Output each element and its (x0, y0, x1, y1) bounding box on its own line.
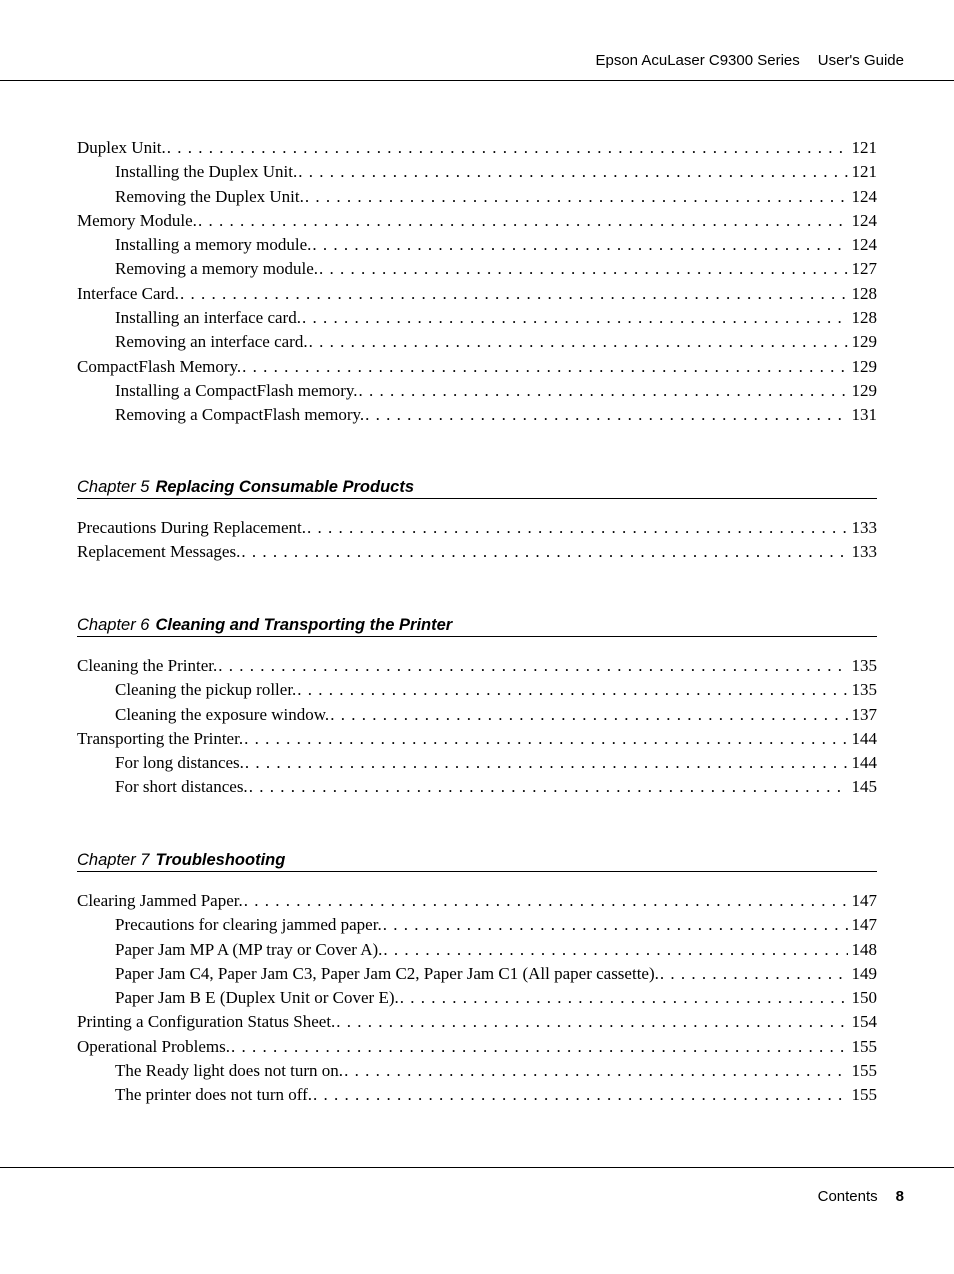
toc-entry-title: For long distances. (115, 753, 244, 773)
dot-leader (344, 1059, 847, 1083)
toc-entry-title: Transporting the Printer. (77, 728, 244, 748)
toc-entry-title: Precautions for clearing jammed paper. (115, 915, 382, 935)
toc-entry[interactable] (77, 540, 877, 564)
dot-leader (330, 703, 847, 727)
toc-entry[interactable] (77, 330, 877, 354)
dot-leader (400, 986, 848, 1010)
chapter-heading-5 (77, 476, 877, 499)
toc-entry-page: 129 (851, 380, 877, 400)
chapter-title: Cleaning and Transporting the Printer (155, 616, 453, 634)
toc-block-chapter-5 (77, 516, 877, 565)
chapter-label: Chapter 7 (77, 851, 150, 869)
dot-leader (313, 1083, 847, 1107)
toc-entry[interactable] (77, 355, 877, 379)
toc-entry[interactable] (77, 185, 877, 209)
toc-entry-title: Paper Jam MP A (MP tray or Cover A). (115, 939, 383, 959)
toc-entry[interactable] (77, 1010, 877, 1034)
toc-entry[interactable] (77, 751, 877, 775)
toc-entry-page: 147 (851, 891, 877, 910)
toc-entry-title: Operational Problems. (77, 1036, 230, 1056)
toc-entry-title: Installing an interface card. (115, 308, 301, 328)
toc-entry-title: For short distances. (115, 777, 248, 797)
toc-entry-page: 124 (851, 235, 877, 255)
dot-leader (298, 160, 847, 184)
dot-leader (218, 654, 847, 678)
toc-entry-page: 124 (851, 210, 877, 230)
toc-entry-title: Interface Card. (77, 283, 179, 303)
toc-entry-title: Memory Module. (77, 210, 197, 230)
toc-entry[interactable] (77, 775, 877, 799)
guide-name: User's Guide (817, 52, 904, 69)
dot-leader (307, 516, 848, 540)
toc-entry-page: 121 (851, 162, 877, 182)
toc-entry[interactable] (77, 727, 877, 751)
toc-entry[interactable] (77, 938, 877, 962)
dot-leader (309, 330, 848, 354)
dot-leader (312, 233, 847, 257)
toc-entry[interactable] (77, 257, 877, 281)
toc-entry-title: Removing a memory module. (115, 259, 319, 279)
toc-entry-title: Cleaning the pickup roller. (115, 680, 297, 700)
toc-entry-title: Installing a memory module. (115, 235, 312, 255)
toc-entry[interactable] (77, 136, 877, 160)
toc-entry[interactable] (77, 1083, 877, 1107)
toc-entry-title: Duplex Unit. (77, 138, 166, 157)
toc-entry[interactable] (77, 209, 877, 233)
product-name: Epson AcuLaser C9300 Series (595, 52, 800, 69)
toc-entry-page: 127 (851, 259, 877, 279)
page-number: 8 (895, 1188, 904, 1205)
toc-entry-page: 129 (851, 332, 877, 352)
toc-entry-page: 121 (851, 138, 877, 157)
toc-entry-page: 129 (851, 356, 877, 376)
toc-entry[interactable] (77, 703, 877, 727)
toc-entry-title: CompactFlash Memory. (77, 356, 242, 376)
toc-entry-page: 149 (851, 963, 877, 983)
toc-block-chapter-6 (77, 654, 877, 800)
dot-leader (167, 136, 848, 160)
toc-entry[interactable] (77, 654, 877, 678)
chapter-heading-7 (77, 849, 877, 872)
toc-entry-page: 144 (851, 753, 877, 773)
chapter-label: Chapter 6 (77, 616, 150, 634)
toc-entry-title: The printer does not turn off. (115, 1085, 313, 1105)
dot-leader (302, 306, 848, 330)
toc-entry-title: Installing the Duplex Unit. (115, 162, 298, 182)
toc-entry[interactable] (77, 678, 877, 702)
dot-leader (198, 209, 848, 233)
toc-entry-page: 144 (851, 728, 877, 748)
toc-entry[interactable] (77, 1035, 877, 1059)
toc-entry-title: Printing a Configuration Status Sheet. (77, 1012, 336, 1032)
toc-entry-page: 135 (851, 656, 877, 675)
toc-entry-title: Paper Jam C4, Paper Jam C3, Paper Jam C2, Paper Jam C1 (All paper cassette). (115, 963, 659, 983)
toc-entry-title: Cleaning the Printer. (77, 656, 218, 675)
toc-entry-title: Replacement Messages. (77, 542, 241, 562)
dot-leader (241, 540, 847, 564)
toc-entry-title: Removing a CompactFlash memory. (115, 405, 365, 425)
toc-entry-page: 154 (851, 1012, 877, 1032)
dot-leader (383, 938, 847, 962)
toc-entry-title: Precautions During Replacement. (77, 518, 306, 537)
toc-entry[interactable] (77, 379, 877, 403)
dot-leader (359, 379, 848, 403)
footer-section: Contents (817, 1188, 878, 1205)
page-footer (0, 1186, 904, 1208)
dot-leader (245, 751, 848, 775)
dot-leader (319, 257, 847, 281)
toc-entry-title: Removing the Duplex Unit. (115, 186, 304, 206)
dot-leader (244, 889, 848, 913)
toc-entry-page: 155 (851, 1061, 877, 1081)
toc-entry-page: 133 (851, 542, 877, 562)
toc-entry-title: Removing an interface card. (115, 332, 308, 352)
toc-entry[interactable] (77, 403, 877, 427)
chapter-title: Troubleshooting (155, 851, 286, 869)
toc-entry-title: Installing a CompactFlash memory. (115, 380, 358, 400)
toc-entry-page: 147 (851, 915, 877, 935)
dot-leader (244, 727, 847, 751)
dot-leader (305, 185, 848, 209)
toc-block-chapter-4-continued (77, 136, 877, 428)
toc-entry[interactable] (77, 160, 877, 184)
toc-entry[interactable] (77, 1059, 877, 1083)
toc-entry-page: 145 (851, 777, 877, 797)
dot-leader (383, 913, 848, 937)
toc-block-chapter-7 (77, 889, 877, 1108)
dot-leader (297, 678, 847, 702)
toc-entry-title: Paper Jam B E (Duplex Unit or Cover E). (115, 988, 399, 1008)
toc-entry[interactable] (77, 516, 877, 540)
dot-leader (365, 403, 847, 427)
toc-entry[interactable] (77, 282, 877, 306)
toc-entry-page: 150 (851, 988, 877, 1008)
header-divider (0, 80, 954, 81)
toc-entry-page: 148 (851, 939, 877, 959)
toc-entry-page: 131 (851, 405, 877, 425)
dot-leader (231, 1035, 848, 1059)
toc-entry[interactable] (77, 889, 877, 913)
toc-entry-title: Cleaning the exposure window. (115, 704, 330, 724)
toc-entry-title: The Ready light does not turn on. (115, 1061, 344, 1081)
dot-leader (336, 1010, 847, 1034)
toc-entry-page: 128 (851, 308, 877, 328)
chapter-heading-6 (77, 614, 877, 637)
toc-entry[interactable] (77, 962, 877, 986)
toc-entry-page: 155 (851, 1036, 877, 1056)
toc-entry[interactable] (77, 913, 877, 937)
dot-leader (180, 282, 848, 306)
toc-entry-page: 137 (851, 704, 877, 724)
toc-entry-page: 133 (851, 518, 877, 537)
toc-entry[interactable] (77, 986, 877, 1010)
toc-entry-title: Clearing Jammed Paper. (77, 891, 243, 910)
toc-entry-page: 128 (851, 283, 877, 303)
toc-entry[interactable] (77, 233, 877, 257)
chapter-label: Chapter 5 (77, 478, 150, 496)
chapter-title: Replacing Consumable Products (155, 478, 415, 496)
dot-leader (249, 775, 848, 799)
toc-entry-page: 135 (851, 680, 877, 700)
page-header (0, 50, 904, 72)
toc-entry-page: 155 (851, 1085, 877, 1105)
toc-entry[interactable] (77, 306, 877, 330)
footer-divider (0, 1167, 954, 1168)
dot-leader (242, 355, 847, 379)
toc-entry-page: 124 (851, 186, 877, 206)
dot-leader (660, 962, 848, 986)
